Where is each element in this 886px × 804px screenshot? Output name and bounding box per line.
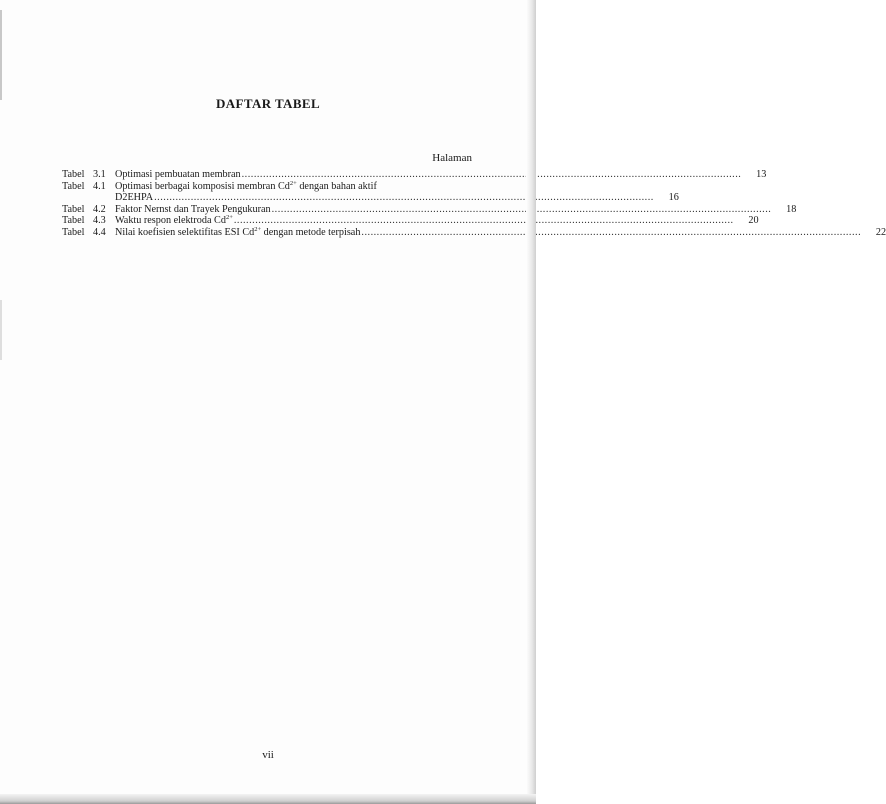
entry-number: 4.2: [93, 203, 106, 215]
page-column-header: Halaman: [432, 152, 472, 164]
entry-number: 4.1: [93, 180, 106, 192]
entry-prefix: Tabel: [62, 169, 85, 180]
entry-title: Faktor Nernst dan Trayek Pengukuran: [115, 203, 271, 215]
dot-leader: [272, 204, 772, 216]
entry-page-number: 22: [875, 226, 886, 238]
scan-right-edge: [526, 0, 536, 804]
dot-leader: [154, 192, 654, 204]
list-item: [62, 181, 472, 193]
list-item-continuation: [62, 192, 679, 204]
dot-leader: [234, 215, 734, 227]
entry-page-number: 18: [786, 203, 797, 215]
entry-prefix: Tabel: [62, 203, 85, 215]
page-number: vii: [262, 749, 274, 761]
list-item: [62, 203, 797, 216]
scan-edge-mark: [0, 300, 2, 360]
list-item: [62, 225, 886, 239]
entry-title: Waktu respon elektroda $Cd^{2+}$: [115, 214, 233, 227]
entry-title-continuation: D2EHPA: [115, 192, 154, 204]
entry-page-number: 13: [756, 169, 767, 180]
superscript: 2+: [289, 179, 297, 187]
entry-prefix: Tabel: [62, 180, 85, 192]
dot-leader: [242, 169, 742, 181]
superscript: 2+: [254, 225, 262, 233]
entry-page-number: 16: [668, 192, 679, 204]
list-item: [62, 214, 759, 227]
entry-title: Optimasi berbagai komposisi membran $Cd^{2+}$ dengan bahan aktif: [115, 179, 377, 192]
scan-edge-mark: [0, 10, 2, 100]
page-title: DAFTAR TABEL: [215, 96, 321, 111]
entry-title: Nilai koefisien selektifitas ESI $Cd^{2+}$ dengan metode terpisah: [115, 225, 361, 238]
entry-prefix: Tabel: [62, 226, 85, 238]
entry-prefix: Tabel: [62, 215, 85, 227]
entry-title: Optimasi pembuatan membran: [115, 169, 241, 180]
entry-number: 4.3: [93, 215, 106, 227]
scan-bottom-edge: [0, 794, 536, 804]
entry-number: 4.4: [93, 226, 106, 238]
entry-page-number: 20: [748, 215, 759, 227]
dot-leader: [361, 227, 861, 239]
entry-number: 3.1: [93, 169, 106, 180]
list-item: [62, 169, 767, 181]
superscript: 2+: [225, 214, 233, 222]
table-of-tables: [62, 169, 886, 239]
